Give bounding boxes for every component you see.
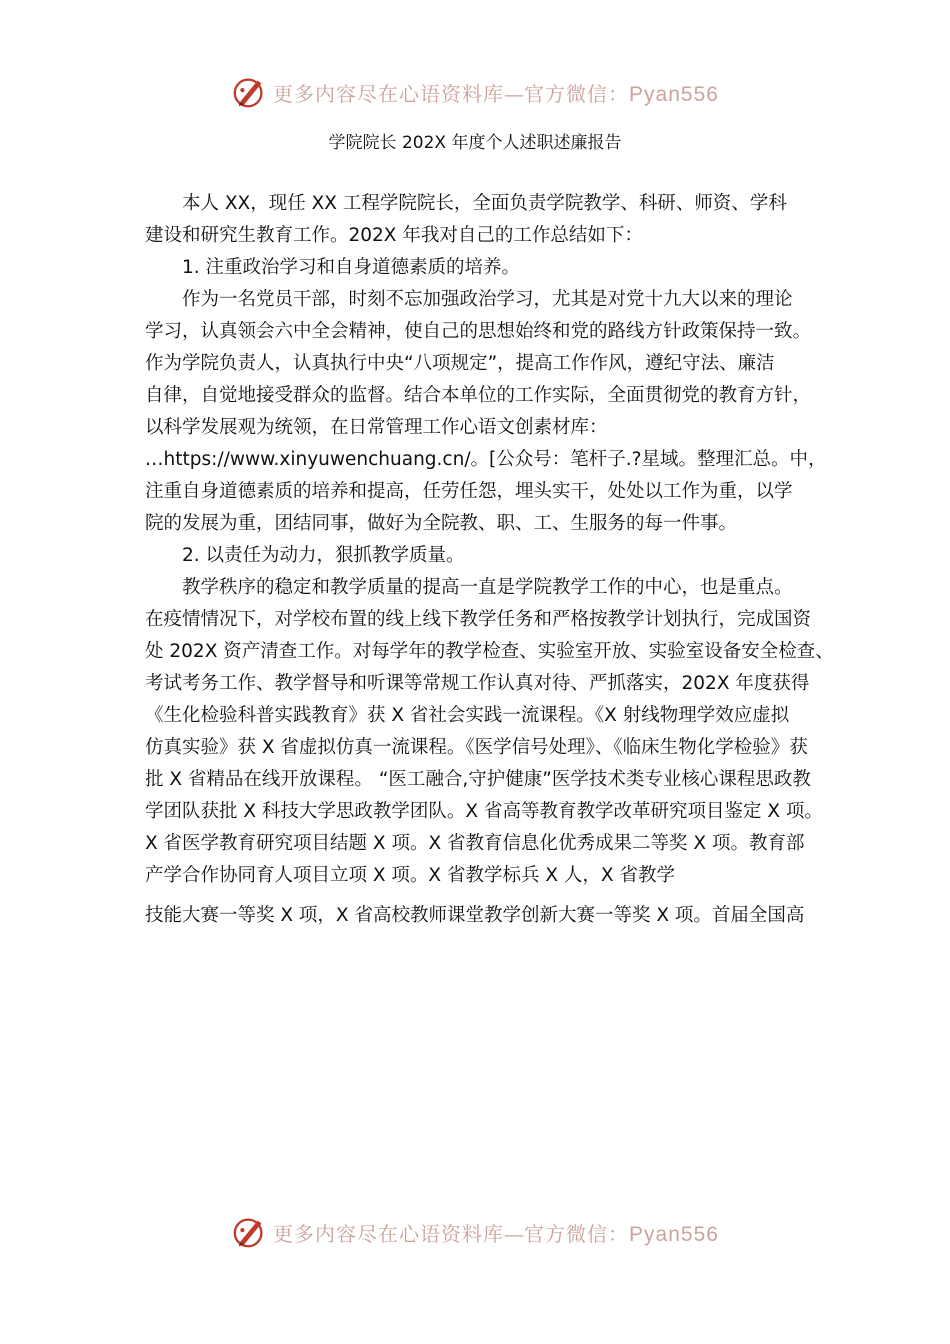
watermark-separator: — [504,1221,525,1246]
text-line: 作为一名党员干部，时刻不忘加强政治学习，尤其是对党十九大以来的理论 [182,289,793,310]
text-line: …https://www.xinyuwenchuang.cn/。[公众号：笔杆子.?星域。整理汇总。中， [145,449,827,470]
watermark-wechat-id: Pyan556 [629,1222,719,1246]
text-line: 注重自身道德素质的培养和提高，任劳任怨，埋头实干，处处以工作为重，以学 [145,481,793,502]
watermark-separator: — [504,81,525,106]
text-line: 批 X 省精品在线开放课程。 “医工融合,守护健康”医学技术类专业核心课程思政教 [145,769,811,790]
spacer [145,892,825,900]
header-watermark-banner [0,72,950,112]
document-body [145,188,834,932]
section-heading-1: 1. 注重政治学习和自身道德素质的培养。 [182,257,521,278]
watermark-main: 更多内容尽在心语资料库 [273,1221,505,1246]
text-line: 学团队获批 X 科技大学思政教学团队。X 省高等教育教学改革研究项目鉴定 X 项。 [145,801,823,822]
watermark-main: 更多内容尽在心语资料库 [273,81,505,106]
pen-logo-icon [231,73,269,111]
text-line: 作为学院负责人，认真执行中央“八项规定”，提高工作作风，遵纪守法、廉洁 [145,353,775,374]
text-line: 院的发展为重，团结同事，做好为全院教、职、工、生服务的每一件事。 [145,513,738,534]
watermark-text [273,1218,719,1247]
text-line: 自律，自觉地接受群众的监督。结合本单位的工作实际，全面贯彻党的教育方针， [145,385,812,406]
text-line: 教学秩序的稳定和教学质量的提高一直是学院教学工作的中心，也是重点。 [182,577,793,598]
text-line: 本人 XX，现任 XX 工程学院院长，全面负责学院教学、科研、师资、学科 [182,193,787,214]
text-line: 技能大赛一等奖 X 项，X 省高校教师课堂教学创新大赛一等奖 X 项。首届全国高 [145,905,805,926]
document-title: 学院院长 202X 年度个人述职述廉报告 [328,133,622,153]
text-line: 处 202X 资产清查工作。对每学年的教学检查、实验室开放、实验室设备安全检查、 [145,641,834,662]
text-line: 产学合作协同育人项目立项 X 项。X 省教学标兵 X 人，X 省教学 [145,865,675,886]
footer-watermark-banner [0,1212,950,1252]
text-line: X 省医学教育研究项目结题 X 项。X 省教育信息化优秀成果二等奖 X 项。教育部 [145,833,805,854]
text-line: 学习，认真领会六中全会精神，使自己的思想始终和党的路线方针政策保持一致。 [145,321,812,342]
watermark-label: 官方微信： [524,81,630,106]
watermark-wechat-id: Pyan556 [629,82,719,106]
pen-logo-icon [231,1213,269,1251]
text-line: 《生化检验科普实践教育》获 X 省社会实践一流课程。《X 射线物理学效应虚拟 [145,705,790,726]
text-line: 建设和研究生教育工作。202X 年我对自己的工作总结如下： [145,225,643,246]
text-line: 以科学发展观为统领，在日常管理工作心语文创素材库： [145,417,608,438]
text-line: 在疫情情况下，对学校布置的线上线下教学任务和严格按教学计划执行，完成国资 [145,609,812,630]
text-line: 仿真实验》获 X 省虚拟仿真一流课程。《医学信号处理》、《临床生物化学检验》获 [145,737,808,758]
section-heading-2: 2. 以责任为动力，狠抓教学质量。 [182,545,465,566]
watermark-text [273,78,719,107]
watermark-label: 官方微信： [524,1221,630,1246]
text-line: 考试考务工作、教学督导和听课等常规工作认真对待、严抓落实，202X 年度获得 [145,673,810,694]
